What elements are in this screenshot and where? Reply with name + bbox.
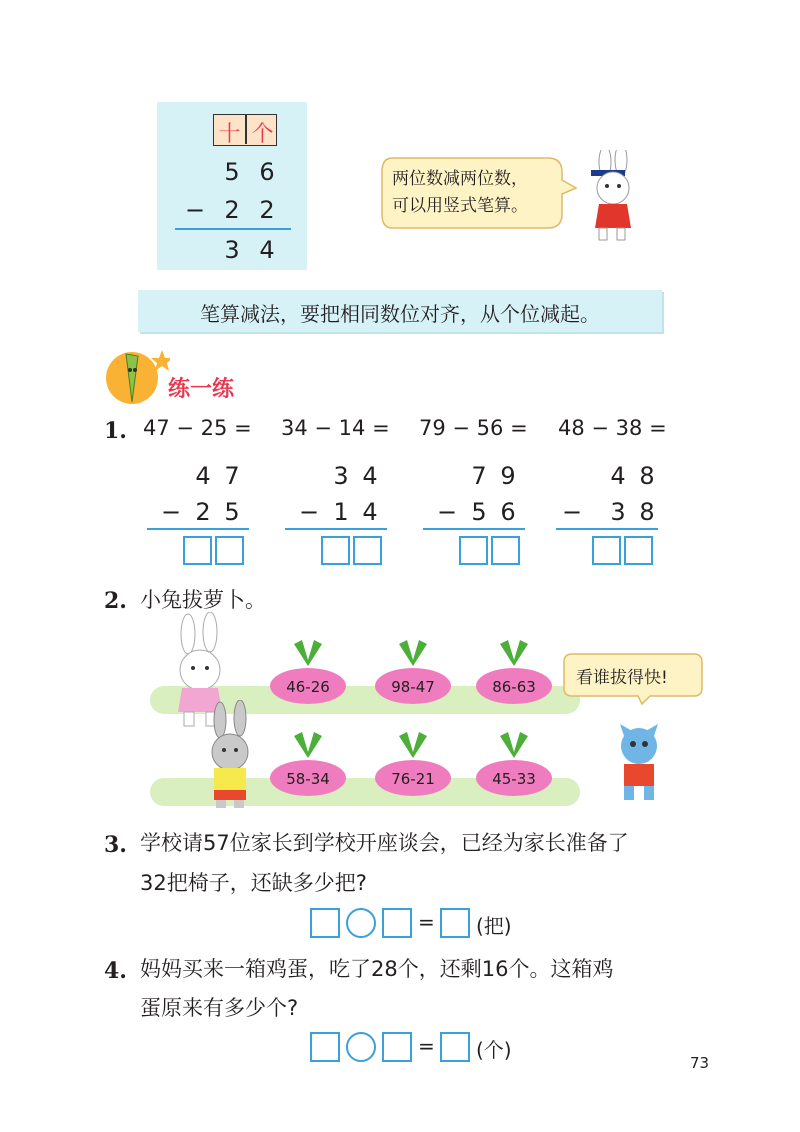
q2-number: 2.	[104, 588, 127, 614]
q4-operator-circle[interactable]	[346, 1032, 376, 1062]
q1-result-line	[556, 528, 658, 530]
speech-bubble-line1: 两位数减两位数，	[392, 169, 528, 189]
q4-unit-label: (个)	[476, 1038, 512, 1062]
q1-expression: 47 − 25 =	[143, 416, 252, 440]
q3-line2: 32把椅子，还缺多少把?	[140, 871, 367, 895]
q1-number: 1.	[104, 418, 127, 444]
q1-expression: 79 − 56 =	[419, 416, 528, 440]
speech-bubble-text	[392, 166, 528, 220]
page-number: 73	[690, 1054, 710, 1072]
rule-box	[138, 290, 662, 332]
example-top-tens: 5	[224, 158, 240, 186]
place-value-header	[213, 114, 277, 146]
q1-bottom-ones: 6	[500, 498, 516, 526]
q1-answer-box-tens[interactable]	[321, 536, 350, 565]
q2-text: 小兔拔萝卜。	[140, 588, 266, 612]
q4-number: 4.	[104, 958, 127, 984]
radish-bottom-label-3: 45-33	[492, 770, 536, 788]
q1-top-tens: 4	[195, 462, 211, 490]
q1-minus-sign: −	[160, 498, 182, 526]
q1-top-tens: 4	[610, 462, 626, 490]
q1-top-ones: 8	[639, 462, 655, 490]
q4-operand-box-2[interactable]	[382, 1032, 412, 1062]
q4-line1: 妈妈买来一箱鸡蛋，吃了28个，还剩16个。这箱鸡	[140, 957, 614, 981]
q1-answer-box-ones[interactable]	[491, 536, 520, 565]
q4-equals-sign: =	[418, 1034, 435, 1058]
q1-top-tens: 3	[333, 462, 349, 490]
radish-bottom-2	[373, 728, 453, 800]
q1-bottom-ones: 5	[224, 498, 240, 526]
q3-unit-label: (把)	[476, 914, 512, 938]
q1-bottom-tens: 2	[195, 498, 211, 526]
q1-bottom-ones: 8	[639, 498, 655, 526]
q1-expression: 48 − 38 =	[558, 416, 667, 440]
example-minus-sign: −	[184, 196, 206, 224]
example-bottom-tens: 2	[224, 196, 240, 224]
q4-equation	[310, 1032, 540, 1064]
q1-problem-2	[281, 416, 411, 566]
q1-answer-box-tens[interactable]	[183, 536, 212, 565]
radish-bottom-label-1: 58-34	[286, 770, 330, 788]
example-panel	[157, 102, 307, 270]
radish-top-label-3: 86-63	[492, 678, 536, 696]
pencil-mascot-icon	[102, 344, 170, 410]
header-ones: 个	[251, 122, 274, 147]
q3-number: 3.	[104, 832, 127, 858]
example-result-ones: 4	[259, 236, 275, 264]
q3-operator-circle[interactable]	[346, 908, 376, 938]
radish-bottom-1	[268, 728, 348, 800]
radish-top-label-1: 46-26	[286, 678, 330, 696]
q1-answer-box-ones[interactable]	[624, 536, 653, 565]
q3-line1: 学校请57位家长到学校开座谈会，已经为家长准备了	[140, 831, 629, 855]
q3-equals-sign: =	[418, 910, 435, 934]
grey-rabbit-illustration	[196, 700, 266, 810]
q1-top-tens: 7	[471, 462, 487, 490]
q1-answer-box-tens[interactable]	[459, 536, 488, 565]
radish-bottom-label-2: 76-21	[391, 770, 435, 788]
blue-cat-illustration	[604, 712, 674, 804]
q1-bottom-tens: 5	[471, 498, 487, 526]
radish-bottom-3	[474, 728, 554, 800]
speech-bubble-line2: 可以用竖式笔算。	[392, 196, 528, 216]
q1-minus-sign: −	[298, 498, 320, 526]
q1-answer-box-tens[interactable]	[592, 536, 621, 565]
q1-answer-box-ones[interactable]	[353, 536, 382, 565]
practice-title: 练一练	[168, 377, 235, 402]
cat-speech-bubble-text: 看谁拔得快!	[576, 668, 668, 688]
example-bottom-ones: 2	[259, 196, 275, 224]
radish-top-2	[373, 636, 453, 708]
radish-top-3	[474, 636, 554, 708]
q1-top-ones: 7	[224, 462, 240, 490]
q1-minus-sign: −	[561, 498, 583, 526]
q1-answer-box-ones[interactable]	[215, 536, 244, 565]
q1-top-ones: 4	[362, 462, 378, 490]
radish-top-label-2: 98-47	[391, 678, 435, 696]
q1-top-ones: 9	[500, 462, 516, 490]
q1-problem-3	[419, 416, 549, 566]
q1-problem-4	[558, 416, 688, 566]
q4-operand-box-1[interactable]	[310, 1032, 340, 1062]
q4-result-box[interactable]	[440, 1032, 470, 1062]
q4-line2: 蛋原来有多少个?	[140, 996, 299, 1020]
q1-bottom-tens: 3	[610, 498, 626, 526]
rule-text: 笔算减法，要把相同数位对齐，从个位减起。	[200, 302, 600, 326]
q1-result-line	[147, 528, 249, 530]
example-top-ones: 6	[259, 158, 275, 186]
q3-result-box[interactable]	[440, 908, 470, 938]
q1-problem-1	[143, 416, 273, 566]
header-tens: 十	[218, 122, 241, 147]
q1-result-line	[285, 528, 387, 530]
q1-minus-sign: −	[436, 498, 458, 526]
example-result-tens: 3	[224, 236, 240, 264]
q1-expression: 34 − 14 =	[281, 416, 390, 440]
q1-result-line	[423, 528, 525, 530]
q1-bottom-tens: 1	[333, 498, 349, 526]
rabbit-teacher-illustration	[575, 150, 650, 245]
radish-top-1	[268, 636, 348, 708]
q3-equation	[310, 908, 540, 940]
q3-operand-box-1[interactable]	[310, 908, 340, 938]
q1-bottom-ones: 4	[362, 498, 378, 526]
q3-operand-box-2[interactable]	[382, 908, 412, 938]
example-result-line	[175, 228, 291, 230]
